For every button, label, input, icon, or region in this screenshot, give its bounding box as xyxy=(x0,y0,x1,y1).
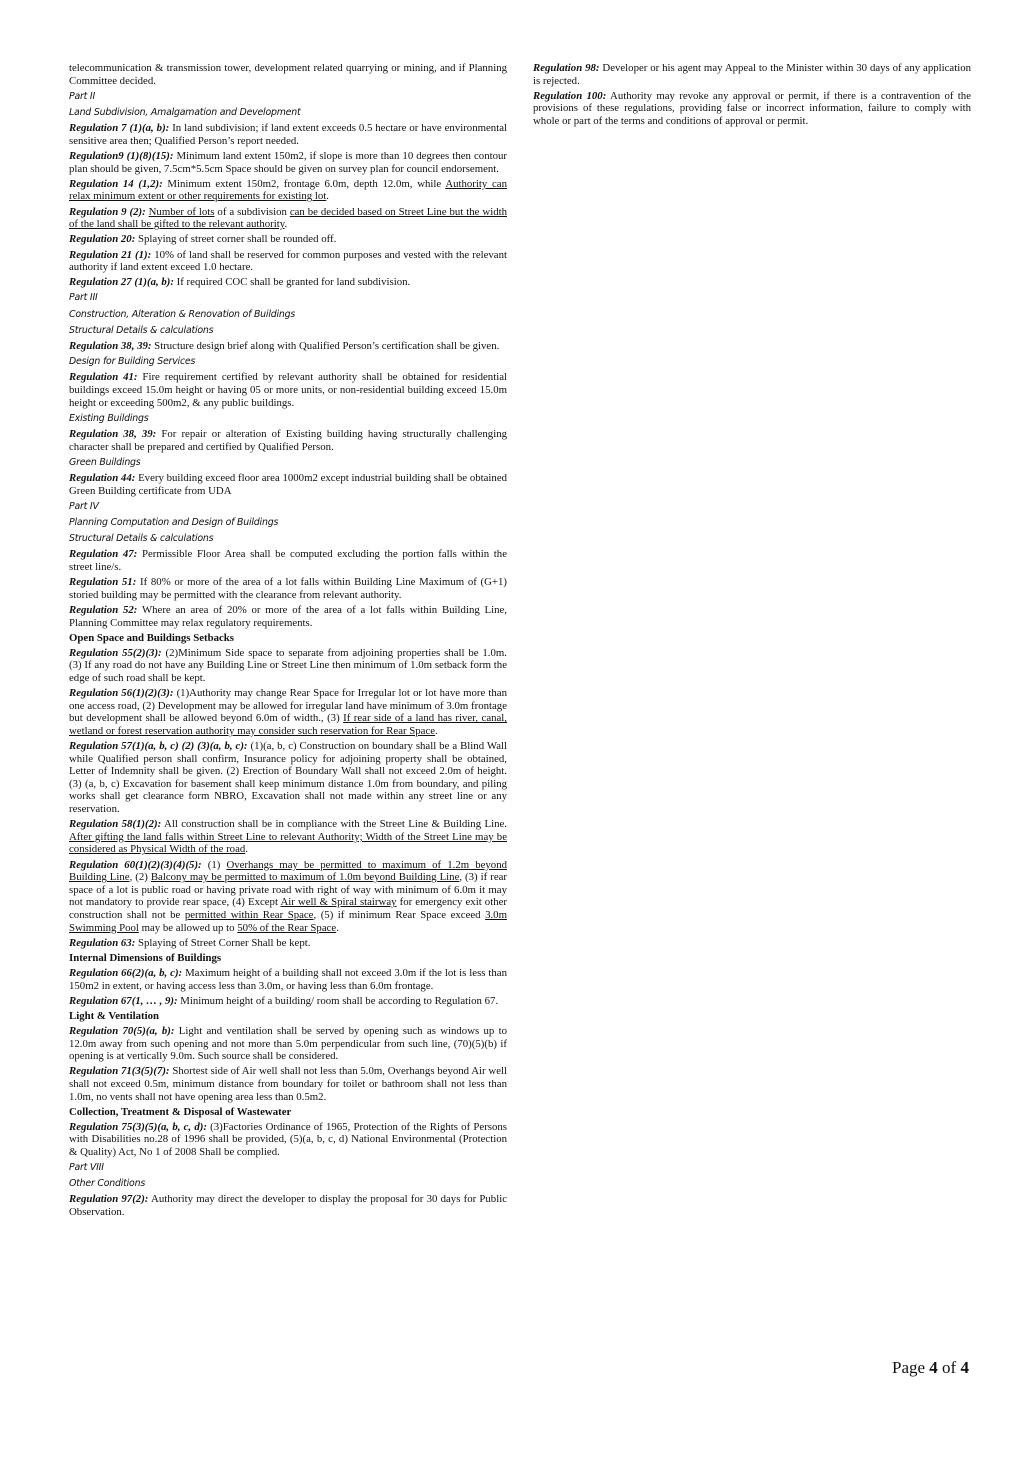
regulation-paragraph xyxy=(69,150,507,175)
regulation-label: Regulation 47: xyxy=(69,548,138,561)
regulation-paragraph xyxy=(69,276,507,289)
paragraph-text: Every building exceed floor area 1000m2 except industrial building shall be obtained Green Building certificate from UDA xyxy=(69,472,508,497)
paragraph-text: All construction shall be in compliance with the Street Line & Building Line. xyxy=(161,818,507,831)
section-heading: Other Conditions xyxy=(69,1178,146,1190)
paragraph-text: (2)Minimum Side space to separate from adjoining properties shall be 1.0m. (3) If any road do not have any Building Line or Street Line then minimum of 1.0m setback form the edge of such road shall be kept. xyxy=(69,646,508,684)
regulation-paragraph xyxy=(69,1193,507,1218)
regulation-paragraph xyxy=(69,122,507,147)
regulation-label: Regulation 51: xyxy=(69,576,137,589)
paragraph-text: (1)(a, b, c) Construction on boundary shall be a Blind Wall while Qualified person shall confirm, Insurance policy for adjoining property shall be obtained, Letter of Indemnity shall be given. (2) Erection of Boundary Wall shall not exceed 2.0m of height. (3) (a, b, c) Excavation for basement shall keep minimum distance 1.0m from boundary, and piling works shall get clearance form NBRO, Excavation shall not made within any street line or any reservation. xyxy=(69,740,507,816)
regulation-label: Regulation 14 (1,2): xyxy=(69,177,163,190)
regulation-label: Regulation 67(1, … , 9): xyxy=(69,994,178,1007)
paragraph-text: for emergency exit other construction shall not be xyxy=(69,896,507,922)
regulation-label: Regulation 21 (1): xyxy=(69,248,152,261)
paragraph-text: , (3) if rear space of a lot is public road or having private road with right of way with minimum of 6.0m it may not mandatory to provide rear space, (4) Except xyxy=(69,871,507,909)
regulation-label: Regulation 98: xyxy=(533,62,600,74)
regulation-label: Regulation9 (1)(8)(15): xyxy=(69,149,174,162)
paragraph-text: Shortest side of Air well shall not less than 5.0m, Overhangs beyond Air well shall not exceed 0.5m, minimum distance from boundary for toilet or bathroom shall not less than 1.0m, no vents shall not have opening area less than 0.5m2. xyxy=(69,1065,507,1103)
underlined-text: 3.0m Swimming Pool xyxy=(69,909,507,934)
subsection-heading: Open Space and Buildings Setbacks xyxy=(69,631,235,644)
regulation-paragraph xyxy=(69,371,507,409)
left-column xyxy=(69,62,507,1221)
regulation-label: Regulation 71(3(5)(7): xyxy=(69,1065,170,1078)
regulation-paragraph xyxy=(69,967,507,992)
regulation-label: Regulation 58(1)(2): xyxy=(69,818,162,831)
paragraph-text: (3)Factories Ordinance of 1965, Protection of the Rights of Persons with Disabilities no.28 of 1996 shall be provided, (5)(a, b, c, d) National Environmental (Protection & Quality) Act, No 1 of 2008 Shall be complied. xyxy=(69,1120,507,1158)
section-heading: Structural Details & calculations xyxy=(69,324,214,336)
regulation-paragraph xyxy=(69,647,507,685)
page-footer xyxy=(892,1358,969,1378)
paragraph-text: Maximum height of a building shall not exceed 3.0m if the lot is less than 150m2 in extent, or having access less than 3.0m, or having less than 6.0m frontage. xyxy=(69,966,507,992)
section-heading: Part VIII xyxy=(69,1162,104,1174)
regulation-label: Regulation 55(2)(3): xyxy=(69,646,162,659)
section-heading: Existing Buildings xyxy=(69,412,149,424)
page-number: 4 xyxy=(929,1358,938,1377)
paragraph-text: . xyxy=(435,724,438,737)
regulation-paragraph xyxy=(69,604,507,629)
regulation-label: Regulation 20: xyxy=(69,233,136,246)
paragraph-text: If 80% or more of the area of a lot falls within Building Line Maximum of (G+1) storied building may be permitted with the clearance from relevant authority. xyxy=(69,576,507,601)
paragraph-text: , (2) xyxy=(129,871,151,884)
regulation-label: Regulation 41: xyxy=(69,371,138,384)
paragraph-text: Minimum height of a building/ room shall be according to Regulation 67. xyxy=(177,994,499,1007)
section-heading: Structural Details & calculations xyxy=(69,533,214,545)
underlined-text: If rear side of a land has river, canal, wetland or forest reservation authority may consider such reservation for Rear Space xyxy=(69,712,508,737)
regulation-paragraph xyxy=(69,340,507,353)
regulation-paragraph xyxy=(69,859,507,935)
underlined-text: Number of lots xyxy=(148,205,215,218)
underlined-text: permitted within Rear Space xyxy=(184,909,314,922)
paragraph-text: . xyxy=(336,921,339,934)
underlined-text: Authority can relax minimum extent or other requirements for existing lot xyxy=(69,177,507,203)
paragraph-text: If required COC shall be granted for land subdivision. xyxy=(173,276,411,289)
regulation-label: Regulation 70(5)(a, b): xyxy=(69,1024,175,1037)
regulation-label: Regulation 44: xyxy=(69,472,136,485)
paragraph-text: Splaying of Street Corner Shall be kept. xyxy=(135,936,311,949)
regulation-label: Regulation 52: xyxy=(69,603,138,616)
regulation-label: Regulation 7 (1)(a, b): xyxy=(69,122,170,135)
regulation-paragraph xyxy=(533,90,971,128)
underlined-text: Balcony may be permitted to maximum of 1.0m beyond Building Line xyxy=(150,871,460,884)
regulation-paragraph xyxy=(69,249,507,274)
section-heading: Part IV xyxy=(69,500,99,512)
regulation-paragraph xyxy=(69,428,507,453)
section-heading: Green Buildings xyxy=(69,456,141,468)
subsection-heading: Internal Dimensions of Buildings xyxy=(69,951,222,964)
regulation-label: Regulation 100: xyxy=(533,89,607,102)
underlined-text: can be decided based on Street Line but the width of the land shall be gifted to the relevant authority xyxy=(69,205,507,231)
right-column xyxy=(533,62,971,130)
regulation-label: Regulation 60(1)(2)(3)(4)(5): xyxy=(69,858,202,871)
paragraph-text: Authority may revoke any approval or permit, if there is a contravention of the provisions of these regulations, providing false or incorrect information, failure to comply with whole or part of the terms and conditions of approval or permit. xyxy=(533,89,971,127)
regulation-label: Regulation 56(1)(2)(3): xyxy=(69,687,174,700)
paragraph-text: Structure design brief along with Qualified Person’s certification shall be given. xyxy=(151,340,500,353)
regulation-paragraph xyxy=(69,995,507,1008)
section-heading: Part II xyxy=(69,90,96,102)
underlined-text: Air well & Spiral stairway xyxy=(280,896,397,909)
regulation-paragraph xyxy=(69,1025,507,1063)
regulation-paragraph xyxy=(69,178,507,203)
regulation-paragraph xyxy=(69,937,507,950)
page-total: 4 xyxy=(960,1358,969,1377)
regulation-label: Regulation 97(2): xyxy=(69,1193,149,1206)
regulation-label: Regulation 27 (1)(a, b): xyxy=(69,276,174,289)
section-heading: Construction, Alteration & Renovation of Buildings xyxy=(69,308,296,320)
regulation-paragraph xyxy=(69,206,507,231)
regulation-paragraph xyxy=(69,1065,507,1103)
regulation-label: Regulation 75(3)(5)(a, b, c, d): xyxy=(69,1120,207,1133)
regulation-paragraph xyxy=(69,818,507,856)
section-heading: Planning Computation and Design of Buildings xyxy=(69,517,279,529)
regulation-paragraph xyxy=(69,472,507,497)
paragraph-text: . xyxy=(284,218,288,231)
section-heading: Design for Building Services xyxy=(69,356,196,368)
subsection-heading: Light & Ventilation xyxy=(69,1009,159,1022)
regulation-paragraph xyxy=(69,576,507,601)
subsection-heading: Collection, Treatment & Disposal of Wastewater xyxy=(69,1105,292,1118)
of-label: of xyxy=(942,1358,957,1377)
paragraph-text: Splaying of street corner shall be rounded off. xyxy=(135,233,337,246)
regulation-label: Regulation 38, 39: xyxy=(69,340,152,353)
paragraph-text: In land subdivision; if land extent exceeds 0.5 hectare or have environmental sensitive area then; Qualified Person’s report needed. xyxy=(69,122,507,147)
paragraph-text: Developer or his agent may Appeal to the Minister within 30 days of any application is rejected. xyxy=(533,62,971,87)
regulation-paragraph xyxy=(69,233,507,246)
regulation-paragraph xyxy=(69,62,507,87)
paragraph-text: Permissible Floor Area shall be computed excluding the portion falls within the street line/s. xyxy=(69,548,507,574)
paragraph-text: . xyxy=(245,843,248,856)
regulation-label: Regulation 63: xyxy=(69,936,136,949)
regulation-paragraph xyxy=(69,740,507,816)
paragraph-text: Where an area of 20% or more of the area of a lot falls within Building Line, Planning Committee may relax regulatory requirements. xyxy=(69,603,508,629)
underlined-text: After gifting the land falls within Street Line to relevant Authority; Width of the Street Line may be considered as Physical Width of the road xyxy=(69,830,507,856)
paragraph-text: (1)Authority may change Rear Space for Irregular lot or lot have more than one access road, (2) Development may be allowed for irregular land have minimum of 3.0m frontage but development shall be allowed beyond 6.0m of width., (3) xyxy=(69,687,507,725)
underlined-text: Overhangs may be permitted to maximum of 1.2m beyond Building Line xyxy=(69,858,507,884)
section-heading: Land Subdivision, Amalgamation and Development xyxy=(69,106,301,118)
regulation-paragraph xyxy=(69,687,507,737)
paragraph-text: , (5) if minimum Rear Space exceed xyxy=(313,909,486,922)
paragraph-text: telecommunication & transmission tower, development related quarrying or mining, and if Planning Committee decided. xyxy=(69,62,507,87)
page-label: Page xyxy=(892,1358,926,1377)
paragraph-text: For repair or alteration of Existing building having structurally challenging character shall be prepared and certified by Qualified Person. xyxy=(69,428,507,453)
regulation-paragraph xyxy=(69,1121,507,1159)
underlined-text: 50% of the Rear Space xyxy=(237,921,337,934)
regulation-label: Regulation 38, 39: xyxy=(69,428,157,441)
paragraph-text: Minimum land extent 150m2, if slope is more than 10 degrees then contour plan should be given, 7.5cm*5.5cm Space should be given on survey plan for council endorsement. xyxy=(69,149,507,175)
paragraph-text: . xyxy=(326,190,329,203)
paragraph-text: 10% of land shall be reserved for common purposes and vested with the relevant authority if land extent exceed 1.0 hectare. xyxy=(69,248,508,274)
regulation-label: Regulation 9 (2): xyxy=(69,205,146,218)
regulation-label: Regulation 66(2)(a, b, c): xyxy=(69,966,183,979)
paragraph-text: Minimum extent 150m2, frontage 6.0m, depth 12.0m, while xyxy=(162,177,446,190)
paragraph-text: of a subdivision xyxy=(214,205,290,218)
section-heading: Part III xyxy=(69,292,98,304)
paragraph-text: may be allowed up to xyxy=(138,921,238,934)
paragraph-text: Fire requirement certified by relevant authority shall be obtained for residential buildings exceed 15.0m height or having 05 or more units, or non-residential building exceed 15.0m height or exceeding 500m2, & any public buildings. xyxy=(69,371,507,409)
regulation-label: Regulation 57(1)(a, b, c) (2) (3)(a, b, c): xyxy=(69,740,248,753)
regulation-paragraph xyxy=(69,548,507,573)
regulation-paragraph xyxy=(533,62,971,87)
paragraph-text: Light and ventilation shall be served by opening such as windows up to 12.0m away from such opening and not more than 5.0m perpendicular from such line, (70)(5)(b) if opening is at vertically 9.0m. Such source shall be considered. xyxy=(69,1024,508,1063)
paragraph-text: (1) xyxy=(201,858,227,871)
paragraph-text: Authority may direct the developer to display the proposal for 30 days for Public Observation. xyxy=(69,1193,508,1219)
